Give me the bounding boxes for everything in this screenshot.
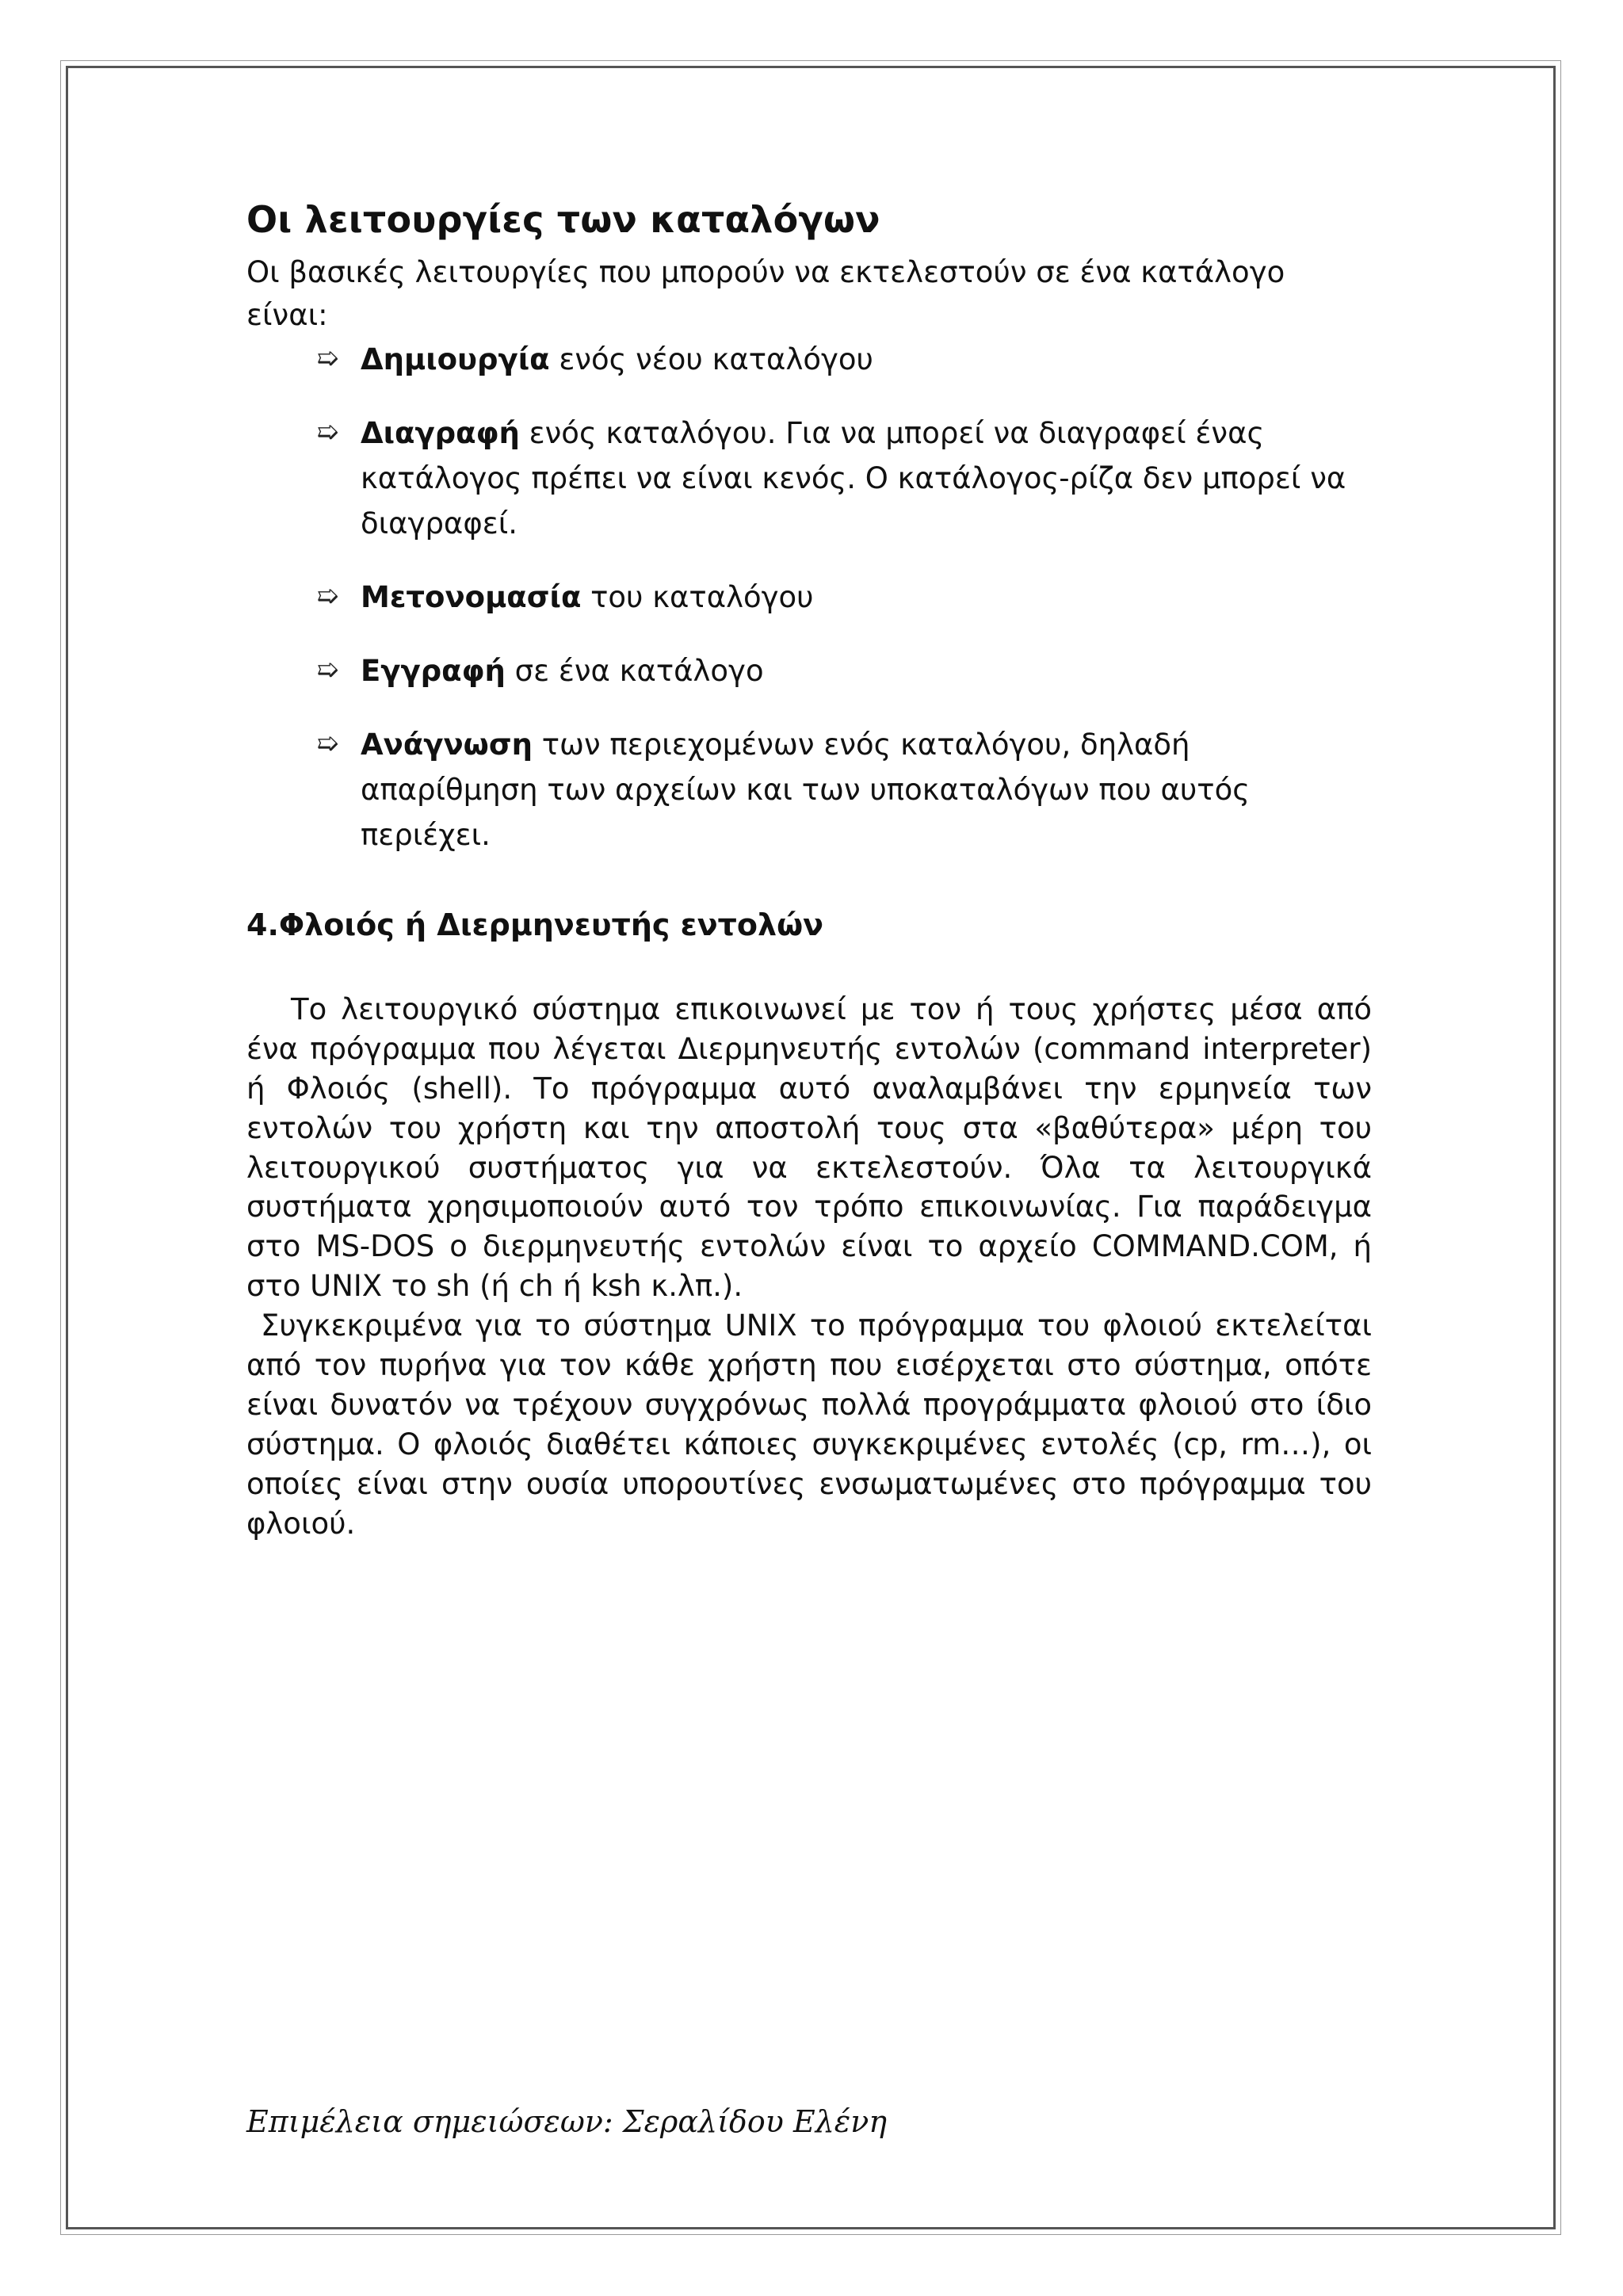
arrow-bullet-icon: ➯ [316,580,339,613]
arrow-bullet-icon: ➯ [316,654,339,686]
operation-term: Ανάγνωση [361,728,533,762]
arrow-bullet-icon: ➯ [316,342,339,375]
operation-term: Εγγραφή [361,654,506,689]
shell-paragraph-1: Το λειτουργικό σύστημα επικοινωνεί με τον ή τους χρήστες μέσα από ένα πρόγραμμα που λέγεται Διερμηνευτής εντολών (command interpreter) ή Φλοιός (shell). Το πρόγραμμα αυτό αναλαμβάνει την ερμηνεία των εντολών του χρήστη και την αποστολή τους στα «βαθύτερα» μέρη του λειτουργικού συστήματος για να εκτελεστούν. Όλα τα λειτουργικά συστήματα χρησιμοποιούν αυτό τον τρόπο επικοινωνίας. Για παράδειγμα στο MS-DOS ο διερμηνευτής εντολών είναι το αρχείο COMMAND.COM, ή στο UNIX το sh (ή ch ή ksh κ.λπ.). [246,991,1372,1304]
operation-text: ενός νέου καταλόγου [549,342,873,377]
operation-term: Μετονομασία [361,580,582,615]
shell-paragraph-2: Συγκεκριμένα για το σύστημα UNIX το πρόγραμμα του φλοιού εκτελείται από τον πυρήνα για τον κάθε χρήστη που εισέρχεται στο σύστημα, οπότε είναι δυνατόν να τρέχουν συγχρόνως πολλά προγράμματα φλοιού στο ίδιο σύστημα. Ο φλοιός διαθέτει κάποιες συγκεκριμένες εντολές (cp, rm…), οι οποίες είναι στην ουσία υπορουτίνες ενσωματωμένες στο πρόγραμμα του φλοιού. [246,1308,1372,1541]
operation-text: των περιεχομένων ενός καταλόγου, δηλαδή απαρίθμηση των αρχείων και των υποκαταλόγων που αυτός περιέχει. [361,728,1250,853]
arrow-bullet-icon: ➯ [316,416,339,449]
operation-text: του καταλόγου [581,580,814,615]
list-item [316,575,1372,621]
list-item [316,723,1372,858]
section-title: Οι λειτουργίες των καταλόγων [246,198,880,241]
operations-list [246,338,1372,858]
list-item [316,649,1372,694]
arrow-bullet-icon: ➯ [316,728,339,760]
operation-text: ενός καταλόγου. Για να μπορεί να διαγραφεί ένας κατάλογος πρέπει να είναι κενός. Ο κατάλογος-ρίζα δεν μπορεί να διαγραφεί. [361,416,1346,541]
operation-term: Διαγραφή [361,416,520,451]
page-footer: Επιμέλεια σημειώσεων: Σεραλίδου Ελένη [246,2104,888,2139]
operation-term: Δημιουργία [361,342,550,377]
shell-section-title: 4.Φλοιός ή Διερμηνευτής εντολών [246,907,823,943]
list-item [316,338,1372,383]
intro-text: Οι βασικές λειτουργίες που μπορούν να εκτελεστούν σε ένα κατάλογο είναι: [246,255,1285,332]
page-content [246,198,1372,1544]
list-item [316,411,1372,547]
operation-text: σε ένα κατάλογο [505,654,764,689]
